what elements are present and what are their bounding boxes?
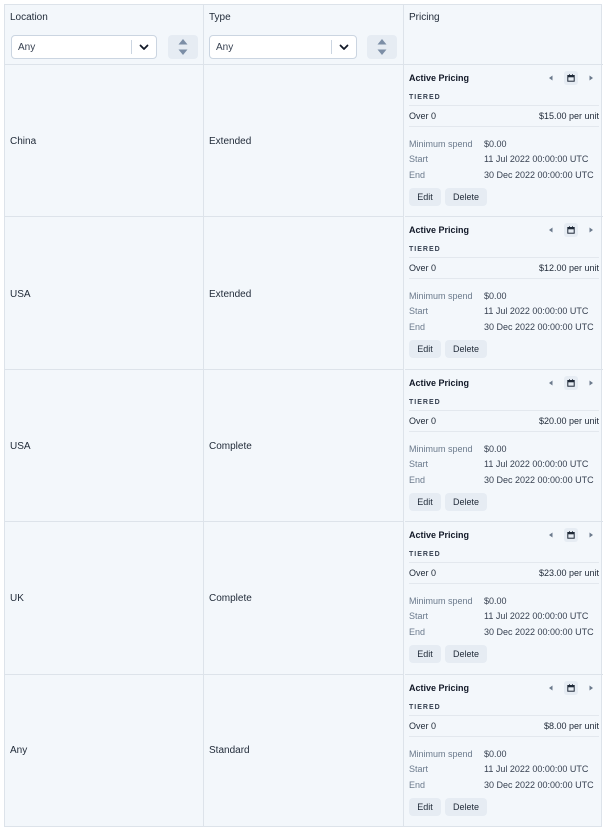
end-label: End (409, 170, 426, 180)
location-filter-value: Any (18, 42, 36, 53)
calendar-button[interactable] (564, 681, 578, 695)
location-cell (5, 370, 204, 522)
type-sort-button[interactable] (367, 35, 397, 59)
prev-pricing-button[interactable] (544, 528, 558, 542)
start-value: 11 Jul 2022 00:00:00 UTC (484, 611, 589, 621)
edit-button[interactable]: Edit (409, 188, 441, 206)
pricing-cell (405, 370, 603, 522)
type-cell (204, 675, 404, 826)
end-label: End (409, 780, 426, 790)
end-label: End (409, 475, 426, 485)
caret-left-icon (547, 684, 555, 692)
header-pricing (404, 5, 603, 65)
tiered-label: TIERED (409, 94, 441, 101)
type-value: Complete (209, 441, 252, 452)
min-spend-value: $0.00 (484, 596, 507, 606)
end-value: 30 Dec 2022 00:00:00 UTC (484, 322, 594, 332)
header-type (204, 5, 404, 65)
caret-right-icon (587, 74, 595, 82)
type-cell (204, 370, 404, 522)
next-pricing-button[interactable] (584, 71, 598, 85)
prev-pricing-button[interactable] (544, 376, 558, 390)
caret-right-icon (587, 379, 595, 387)
min-spend-value: $0.00 (484, 291, 507, 301)
type-cell (204, 65, 404, 217)
tier-price: $8.00 per unit (543, 721, 599, 731)
calendar-icon (567, 531, 575, 539)
active-pricing-title: Active Pricing (409, 683, 470, 693)
pricing-column-label: Pricing (409, 12, 440, 23)
location-value: USA (10, 441, 31, 452)
location-cell (5, 522, 204, 675)
tier-range: Over 0 (409, 721, 437, 731)
calendar-icon (567, 379, 575, 387)
caret-right-icon (587, 531, 595, 539)
location-column-label: Location (10, 12, 48, 23)
next-pricing-button[interactable] (584, 681, 598, 695)
location-cell (5, 65, 204, 217)
start-label: Start (409, 459, 429, 469)
calendar-button[interactable] (564, 376, 578, 390)
location-cell (5, 217, 204, 370)
min-spend-value: $0.00 (484, 139, 507, 149)
tier-price: $23.00 per unit (538, 568, 599, 578)
divider (409, 105, 599, 106)
location-value: USA (10, 289, 31, 300)
end-label: End (409, 322, 426, 332)
caret-left-icon (547, 226, 555, 234)
type-filter-value: Any (216, 42, 234, 53)
active-pricing-title: Active Pricing (409, 378, 470, 388)
divider (409, 257, 599, 258)
type-value: Standard (209, 745, 250, 756)
header-location (5, 5, 204, 65)
next-pricing-button[interactable] (584, 223, 598, 237)
edit-button[interactable]: Edit (409, 493, 441, 511)
min-spend-label: Minimum spend (409, 749, 473, 759)
tier-price: $15.00 per unit (538, 111, 599, 121)
start-label: Start (409, 764, 429, 774)
divider (409, 715, 599, 716)
delete-button[interactable]: Delete (445, 798, 487, 816)
tier-range: Over 0 (409, 111, 437, 121)
type-value: Extended (209, 289, 252, 300)
start-value: 11 Jul 2022 00:00:00 UTC (484, 459, 589, 469)
pricing-table (4, 4, 602, 827)
tier-range: Over 0 (409, 263, 437, 273)
location-filter-select[interactable] (11, 35, 157, 59)
type-column-label: Type (209, 12, 231, 23)
end-label: End (409, 627, 426, 637)
start-label: Start (409, 611, 429, 621)
edit-button[interactable]: Edit (409, 340, 441, 358)
location-value: UK (10, 593, 24, 604)
tier-price: $12.00 per unit (538, 263, 599, 273)
active-pricing-title: Active Pricing (409, 225, 470, 235)
pricing-cell (405, 217, 603, 370)
chevron-down-icon (338, 41, 350, 53)
divider (409, 431, 599, 432)
min-spend-value: $0.00 (484, 444, 507, 454)
pricing-cell (405, 65, 603, 217)
divider (409, 410, 599, 411)
type-value: Complete (209, 593, 252, 604)
end-value: 30 Dec 2022 00:00:00 UTC (484, 780, 594, 790)
divider (409, 562, 599, 563)
end-value: 30 Dec 2022 00:00:00 UTC (484, 475, 594, 485)
edit-button[interactable]: Edit (409, 798, 441, 816)
start-label: Start (409, 306, 429, 316)
type-filter-select[interactable] (209, 35, 357, 59)
next-pricing-button[interactable] (584, 528, 598, 542)
next-pricing-button[interactable] (584, 376, 598, 390)
calendar-button[interactable] (564, 71, 578, 85)
sort-arrows-icon (376, 38, 388, 56)
end-value: 30 Dec 2022 00:00:00 UTC (484, 170, 594, 180)
tiered-label: TIERED (409, 399, 441, 406)
delete-button[interactable]: Delete (445, 188, 487, 206)
tier-range: Over 0 (409, 568, 437, 578)
calendar-icon (567, 74, 575, 82)
calendar-icon (567, 684, 575, 692)
divider (409, 278, 599, 279)
calendar-button[interactable] (564, 528, 578, 542)
sort-arrows-icon (177, 38, 189, 56)
tiered-label: TIERED (409, 246, 441, 253)
divider (409, 126, 599, 127)
min-spend-label: Minimum spend (409, 291, 473, 301)
min-spend-label: Minimum spend (409, 444, 473, 454)
type-cell (204, 522, 404, 675)
start-value: 11 Jul 2022 00:00:00 UTC (484, 764, 589, 774)
caret-left-icon (547, 74, 555, 82)
tiered-label: TIERED (409, 551, 441, 558)
tier-price: $20.00 per unit (538, 416, 599, 426)
type-value: Extended (209, 136, 252, 147)
start-value: 11 Jul 2022 00:00:00 UTC (484, 154, 589, 164)
prev-pricing-button[interactable] (544, 681, 558, 695)
divider (409, 736, 599, 737)
start-value: 11 Jul 2022 00:00:00 UTC (484, 306, 589, 316)
start-label: Start (409, 154, 429, 164)
chevron-down-icon (138, 41, 150, 53)
edit-button[interactable]: Edit (409, 645, 441, 663)
prev-pricing-button[interactable] (544, 71, 558, 85)
end-value: 30 Dec 2022 00:00:00 UTC (484, 627, 594, 637)
calendar-button[interactable] (564, 223, 578, 237)
min-spend-value: $0.00 (484, 749, 507, 759)
pricing-cell (405, 675, 603, 826)
min-spend-label: Minimum spend (409, 139, 473, 149)
delete-button[interactable]: Delete (445, 340, 487, 358)
tier-range: Over 0 (409, 416, 437, 426)
select-divider (331, 40, 332, 54)
min-spend-label: Minimum spend (409, 596, 473, 606)
caret-left-icon (547, 531, 555, 539)
caret-left-icon (547, 379, 555, 387)
location-cell (5, 675, 204, 826)
calendar-icon (567, 226, 575, 234)
active-pricing-title: Active Pricing (409, 530, 470, 540)
location-value: Any (10, 745, 28, 756)
delete-button[interactable]: Delete (445, 645, 487, 663)
active-pricing-title: Active Pricing (409, 73, 470, 83)
delete-button[interactable]: Delete (445, 493, 487, 511)
divider (409, 583, 599, 584)
location-value: China (10, 136, 37, 147)
tiered-label: TIERED (409, 704, 441, 711)
select-divider (131, 40, 132, 54)
caret-right-icon (587, 684, 595, 692)
caret-right-icon (587, 226, 595, 234)
type-cell (204, 217, 404, 370)
pricing-cell (405, 522, 603, 675)
location-sort-button[interactable] (168, 35, 198, 59)
prev-pricing-button[interactable] (544, 223, 558, 237)
